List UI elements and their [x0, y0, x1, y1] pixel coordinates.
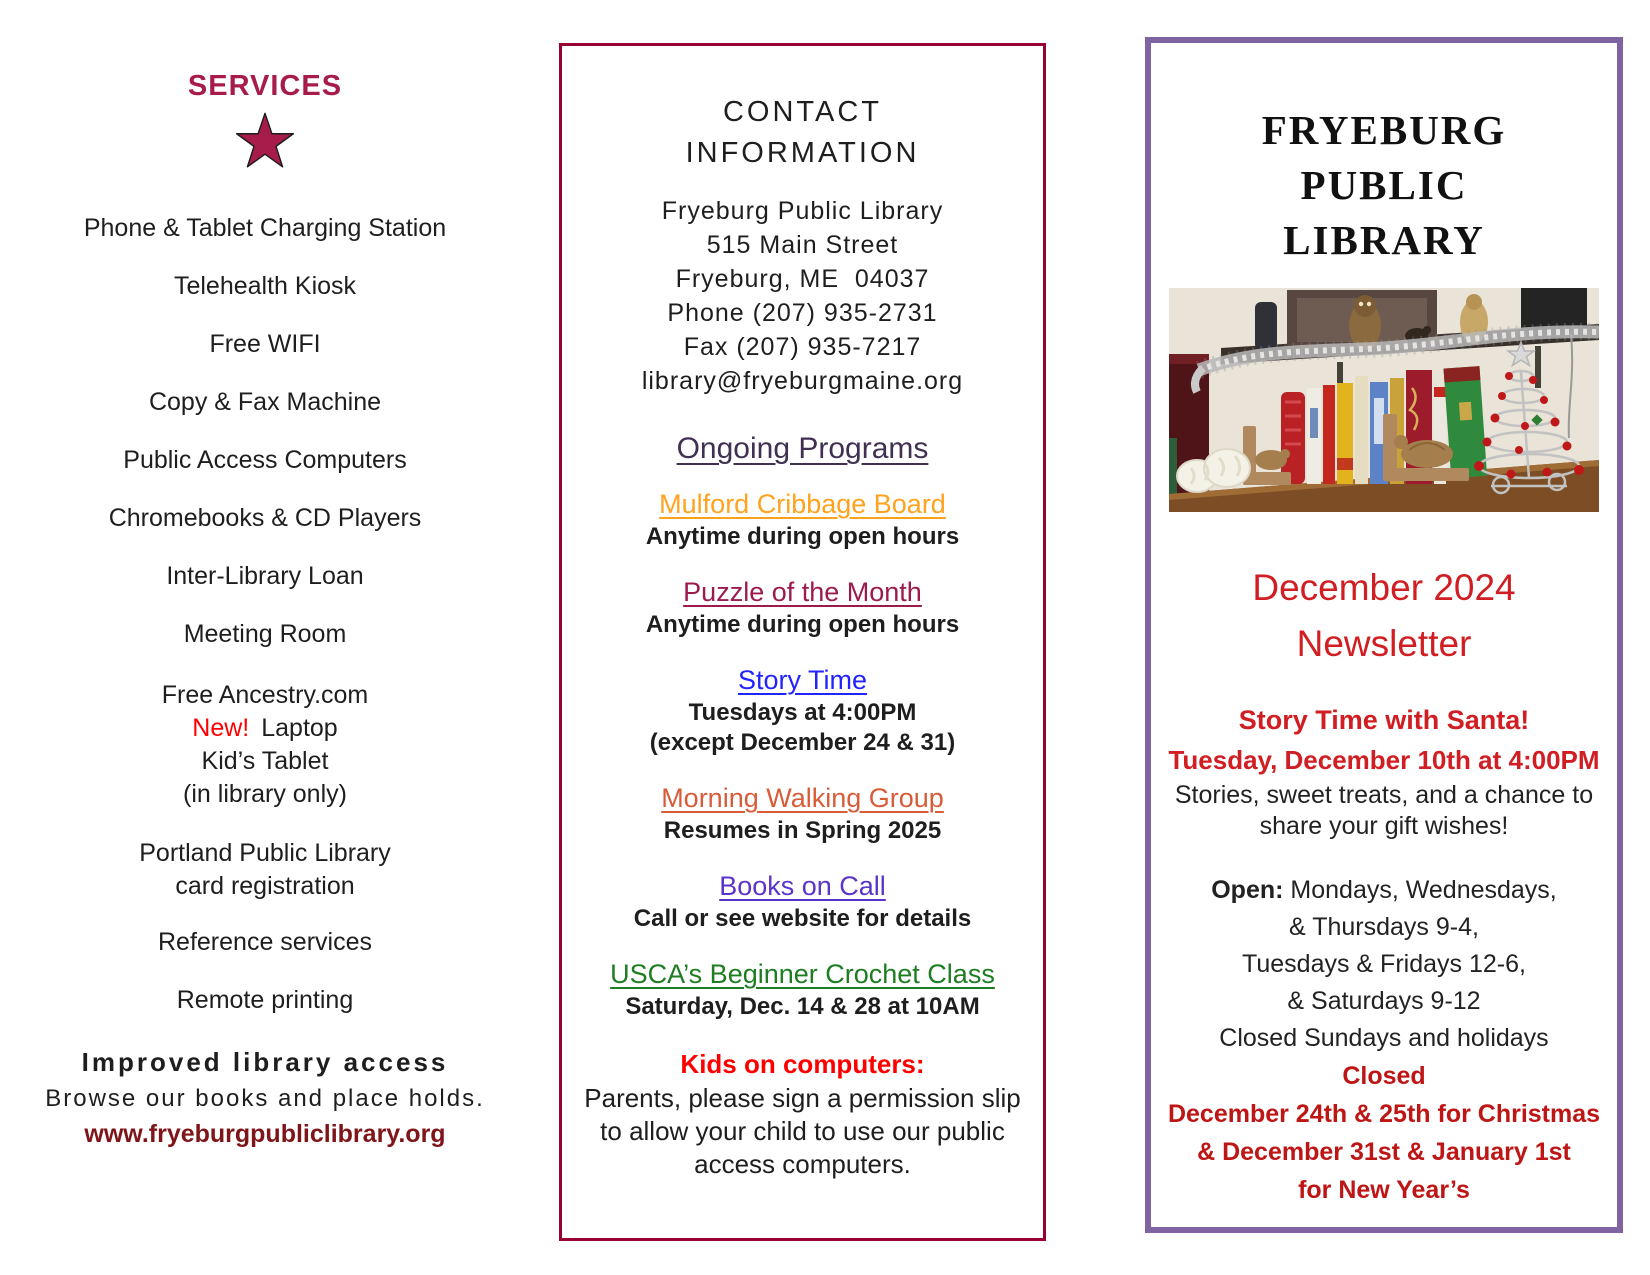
address-line: library@fryeburgmaine.org	[641, 367, 964, 395]
contact-heading-line: CONTACT	[722, 96, 882, 128]
closure-line: for New Year’s	[1298, 1176, 1470, 1204]
library-name-line: LIBRARY	[1283, 217, 1485, 263]
improved-access-subtitle: Browse our books and place holds.	[45, 1085, 485, 1112]
address-line: Fryeburg, ME 04037	[675, 265, 930, 293]
hours-block	[1151, 872, 1617, 1057]
newsletter-title-line: December 2024	[1252, 567, 1516, 608]
program-entry	[562, 780, 1043, 846]
hours-line: & Saturdays 9-12	[1287, 987, 1481, 1015]
service-item: Meeting Room	[183, 620, 347, 648]
ancestry-line: Kid’s Tablet	[201, 747, 329, 775]
santa-event-title: Story Time with Santa!	[1238, 705, 1530, 735]
program-detail: Resumes in Spring 2025	[663, 817, 942, 844]
new-badge: New!	[192, 714, 250, 742]
program-detail: Saturday, Dec. 14 & 28 at 10AM	[625, 993, 980, 1020]
program-entry	[562, 486, 1043, 552]
program-detail: Anytime during open hours	[645, 611, 960, 638]
hours-line: Tuesdays & Fridays 12-6,	[1242, 950, 1526, 978]
portland-line: card registration	[175, 872, 355, 900]
closure-line: & December 31st & January 1st	[1197, 1138, 1571, 1166]
address-line: Fax (207) 935-7217	[683, 333, 922, 361]
closed-label: Closed	[1342, 1062, 1426, 1090]
program-name: USCA’s Beginner Crochet Class	[610, 959, 995, 989]
address-line: Fryeburg Public Library	[661, 197, 944, 225]
santa-event-block	[1151, 700, 1617, 842]
kids-line: Parents, please sign a permission slip	[584, 1083, 1021, 1113]
program-detail: Tuesdays at 4:00PM	[688, 699, 917, 726]
address-block	[562, 194, 1043, 398]
program-entry	[562, 956, 1043, 1022]
program-entry	[562, 574, 1043, 640]
program-name: Books on Call	[719, 871, 886, 901]
improved-access-block	[30, 1047, 500, 1149]
kids-line: to allow your child to use our public	[600, 1116, 1005, 1146]
library-website-url: www.fryeburgpubliclibrary.org	[84, 1120, 446, 1148]
portland-line: Portland Public Library	[139, 839, 391, 867]
open-label: Open:	[1211, 876, 1284, 904]
santa-event-description: Stories, sweet treats, and a chance to	[1174, 781, 1594, 809]
library-name	[1151, 103, 1617, 268]
service-item: Remote printing	[176, 986, 354, 1014]
program-name: Puzzle of the Month	[683, 577, 922, 607]
contact-heading	[562, 92, 1043, 174]
program-detail: (except December 24 & 31)	[649, 729, 956, 756]
address-line: 515 Main Street	[706, 231, 899, 259]
contact-heading-line: INFORMATION	[685, 137, 920, 169]
newsletter-panel	[1145, 37, 1623, 1233]
program-detail: Anytime during open hours	[645, 523, 960, 550]
address-line: Phone (207) 935-2731	[667, 299, 938, 327]
holiday-bookshelf-photo	[1169, 288, 1599, 512]
ancestry-line: Free Ancestry.com	[161, 681, 369, 709]
closure-line: December 24th & 25th for Christmas	[1167, 1100, 1601, 1128]
program-name: Story Time	[737, 665, 868, 695]
ongoing-programs-heading: Ongoing Programs	[676, 432, 929, 465]
contact-panel	[559, 43, 1046, 1241]
star-icon	[234, 111, 296, 169]
ancestry-new-line	[30, 712, 500, 745]
service-item: Telehealth Kiosk	[173, 272, 357, 300]
program-entry	[562, 868, 1043, 934]
program-name: Mulford Cribbage Board	[659, 489, 946, 519]
service-item: Reference services	[158, 928, 372, 956]
newsletter-title	[1151, 560, 1617, 672]
library-name-line: FRYEBURG	[1261, 107, 1507, 153]
kids-on-computers-block	[562, 1046, 1043, 1181]
santa-event-datetime: Tuesday, December 10th at 4:00PM	[1168, 745, 1600, 775]
library-name-line: PUBLIC	[1300, 162, 1468, 208]
service-item: Public Access Computers	[123, 446, 407, 474]
service-item: Copy & Fax Machine	[148, 388, 382, 416]
holiday-closures-block	[1151, 1057, 1617, 1209]
service-item-ancestry	[30, 679, 500, 811]
kids-line: access computers.	[694, 1149, 911, 1179]
ancestry-new-item: Laptop	[261, 714, 338, 742]
service-item: Chromebooks & CD Players	[108, 504, 422, 532]
santa-event-description: share your gift wishes!	[1259, 812, 1509, 840]
newsletter-title-line: Newsletter	[1296, 623, 1472, 664]
improved-access-title: Improved library access	[81, 1047, 449, 1077]
service-item: Free WIFI	[209, 330, 321, 358]
service-item: Phone & Tablet Charging Station	[83, 214, 447, 242]
service-item-portland	[30, 837, 500, 903]
kids-heading: Kids on computers:	[680, 1049, 925, 1079]
hours-open-days: Mondays, Wednesdays,	[1290, 876, 1557, 904]
ancestry-line: (in library only)	[183, 780, 347, 808]
programs-list	[562, 486, 1043, 1022]
hours-line: & Thursdays 9-4,	[1289, 913, 1479, 941]
services-heading: SERVICES	[187, 70, 343, 102]
program-detail: Call or see website for details	[633, 905, 972, 932]
hours-line	[1151, 872, 1617, 909]
program-name: Morning Walking Group	[661, 783, 944, 813]
service-item: Inter-Library Loan	[166, 562, 364, 590]
services-panel	[30, 0, 500, 1149]
program-entry	[562, 662, 1043, 758]
hours-line: Closed Sundays and holidays	[1219, 1024, 1549, 1052]
